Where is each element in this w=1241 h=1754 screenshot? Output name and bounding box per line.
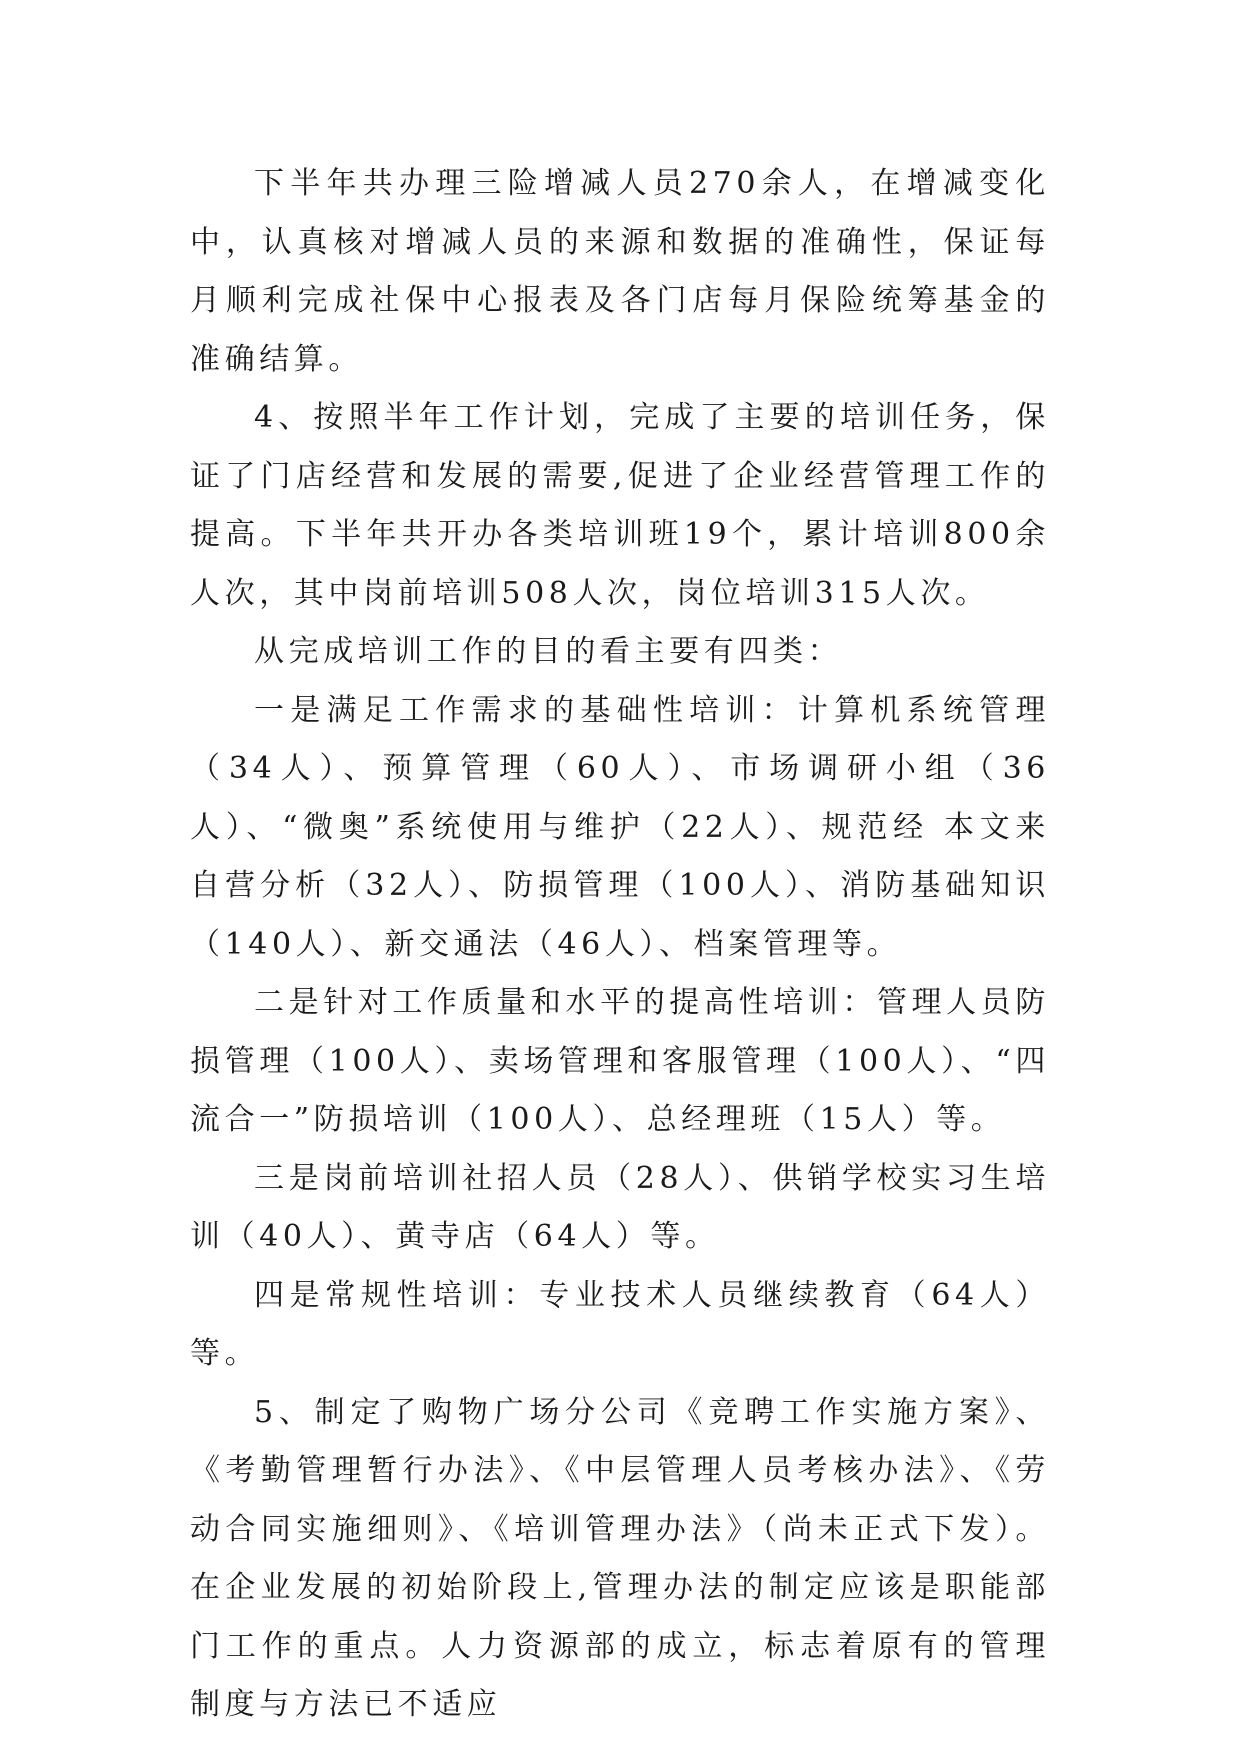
paragraph-basic-training: 一是满足工作需求的基础性培训：计算机系统管理（34人）、预算管理（60人）、市场调研小组（36人）、“微奥”系统使用与维护（22人）、规范经 本文来自营分析（32人）、防损管理（100人）、消防基础知识（140人）、新交通法（46人）、档案管理等。 (190, 692, 1050, 962)
document-body (190, 155, 1050, 1735)
paragraph-routine-training: 四是常规性培训：专业技术人员继续教育（64人）等。 (190, 1277, 1050, 1371)
paragraph-improvement-training: 二是针对工作质量和水平的提高性培训：管理人员防损管理（100人）、卖场管理和客服管理（100人）、“四流合一”防损培训（100人）、总经理班（15人）等。 (190, 985, 1050, 1137)
paragraph-pre-job-training: 三是岗前培训社招人员（28人）、供销学校实习生培训（40人）、黄寺店（64人）等。 (190, 1160, 1050, 1254)
paragraph-management-rules: 5、制定了购物广场分公司《竞聘工作实施方案》、《考勤管理暂行办法》、《中层管理人员考核办法》、《劳动合同实施细则》、《培训管理办法》（尚未正式下发）。在企业发展的初始阶段上,管理办法的制定应该是职能部门工作的重点。人力资源部的成立，标志着原有的管理制度与方法已不适应 (190, 1394, 1050, 1722)
paragraph-insurance-summary: 下半年共办理三险增减人员270余人，在增减变化中，认真核对增减人员的来源和数据的准确性，保证每月顺利完成社保中心报表及各门店每月保险统筹基金的准确结算。 (190, 166, 1050, 377)
paragraph-training-categories-intro: 从完成培训工作的目的看主要有四类： (254, 634, 843, 669)
paragraph-training-plan: 4、按照半年工作计划，完成了主要的培训任务，保证了门店经营和发展的需要,促进了企业经营管理工作的提高。下半年共开办各类培训班19个，累计培训800余人次，其中岗前培训508人次，岗位培训315人次。 (190, 400, 1050, 611)
